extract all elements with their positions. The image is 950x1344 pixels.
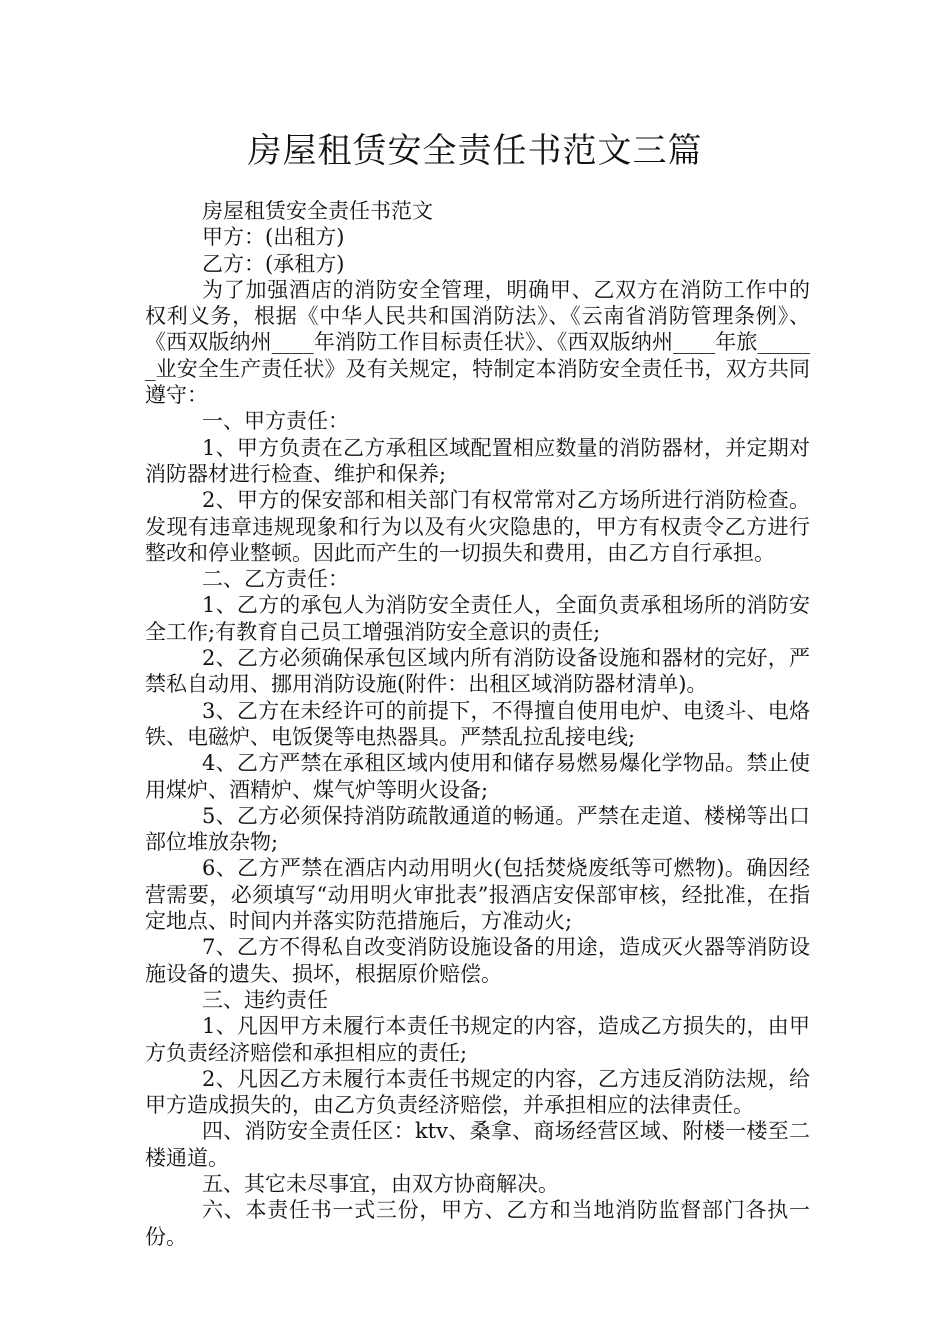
liability-clause-1: 1、凡因甲方未履行本责任书规定的内容，造成乙方损失的，由甲方负责经济赔偿和承担相应的责任; <box>145 1014 810 1065</box>
section-heading-liability: 三、违约责任 <box>202 987 328 1012</box>
document-title: 房屋租赁安全责任书范文三篇 <box>247 131 703 171</box>
party-a-line: 甲方：(出租方) <box>202 225 345 250</box>
section-copies: 六、本责任书一式三份，甲方、乙方和当地消防监督部门各执一份。 <box>145 1198 810 1249</box>
section-heading-party-a: 一、甲方责任： <box>202 409 349 434</box>
document-body <box>145 198 810 1250</box>
doc-subtitle: 房屋租赁安全责任书范文 <box>202 199 433 223</box>
party-b-clause-4: 4、乙方严禁在承租区域内使用和储存易燃易爆化学物品。禁止使用煤炉、酒精炉、煤气炉等明火设备; <box>145 751 810 802</box>
party-b-clause-5: 5、乙方必须保持消防疏散通道的畅通。严禁在走道、楼梯等出口部位堆放杂物; <box>145 803 810 855</box>
party-a-clause-2: 2、甲方的保安部和相关部门有权常常对乙方场所进行消防检查。发现有违章违规现象和行为以及有火灾隐患的，甲方有权责令乙方进行整改和停业整顿。因此而产生的一切损失和费用，由乙方自行承担。 <box>145 488 810 565</box>
party-b-line: 乙方：(承租方) <box>202 251 345 276</box>
section-other-matters: 五、其它未尽事宜，由双方协商解决。 <box>202 1171 559 1196</box>
liability-clause-2: 2、凡因乙方未履行本责任书规定的内容，乙方违反消防法规，给甲方造成损失的，由乙方负责经济赔偿，并承担相应的法律责任。 <box>145 1066 810 1118</box>
party-b-clause-6: 6、乙方严禁在酒店内动用明火(包括焚烧废纸等可燃物)。确因经营需要，必须填写“动用明火审批表”报酒店安保部审核，经批准，在指定地点、时间内并落实防范措施后，方准动火; <box>145 856 810 934</box>
party-b-clause-1: 1、乙方的承包人为消防安全责任人，全面负责承租场所的消防安全工作;有教育自己员工增强消防安全意识的责任; <box>145 593 810 644</box>
party-b-clause-7: 7、乙方不得私自改变消防设施设备的用途，造成灭火器等消防设施设备的遗失、损坏，根据原价赔偿。 <box>145 935 810 986</box>
section-heading-party-b: 二、乙方责任： <box>202 567 349 592</box>
party-b-clause-3: 3、乙方在未经许可的前提下，不得擅自使用电炉、电烫斗、电烙铁、电磁炉、电饭煲等电热器具。严禁乱拉乱接电线; <box>145 698 810 749</box>
party-b-clause-2: 2、乙方必须确保承包区域内所有消防设备设施和器材的完好，严禁私自动用、挪用消防设施(附件：出租区域消防器材清单)。 <box>145 646 810 697</box>
intro-paragraph: 为了加强酒店的消防安全管理，明确甲、乙双方在消防工作中的权利义务，根据《中华人民共和国消防法》、《云南省消防管理条例》、《西双版纳州____年消防工作目标责任状》、《西双版纳州____年旅______业安全生产责任状》及有关规定，特制定本消防安全责任书，双方共同遵守： <box>145 277 810 408</box>
party-a-clause-1: 1、甲方负责在乙方承租区域配置相应数量的消防器材，并定期对消防器材进行检查、维护和保养; <box>145 435 810 486</box>
section-responsibility-zone: 四、消防安全责任区：ktv、桑拿、商场经营区域、附楼一楼至二楼通道。 <box>145 1119 810 1170</box>
